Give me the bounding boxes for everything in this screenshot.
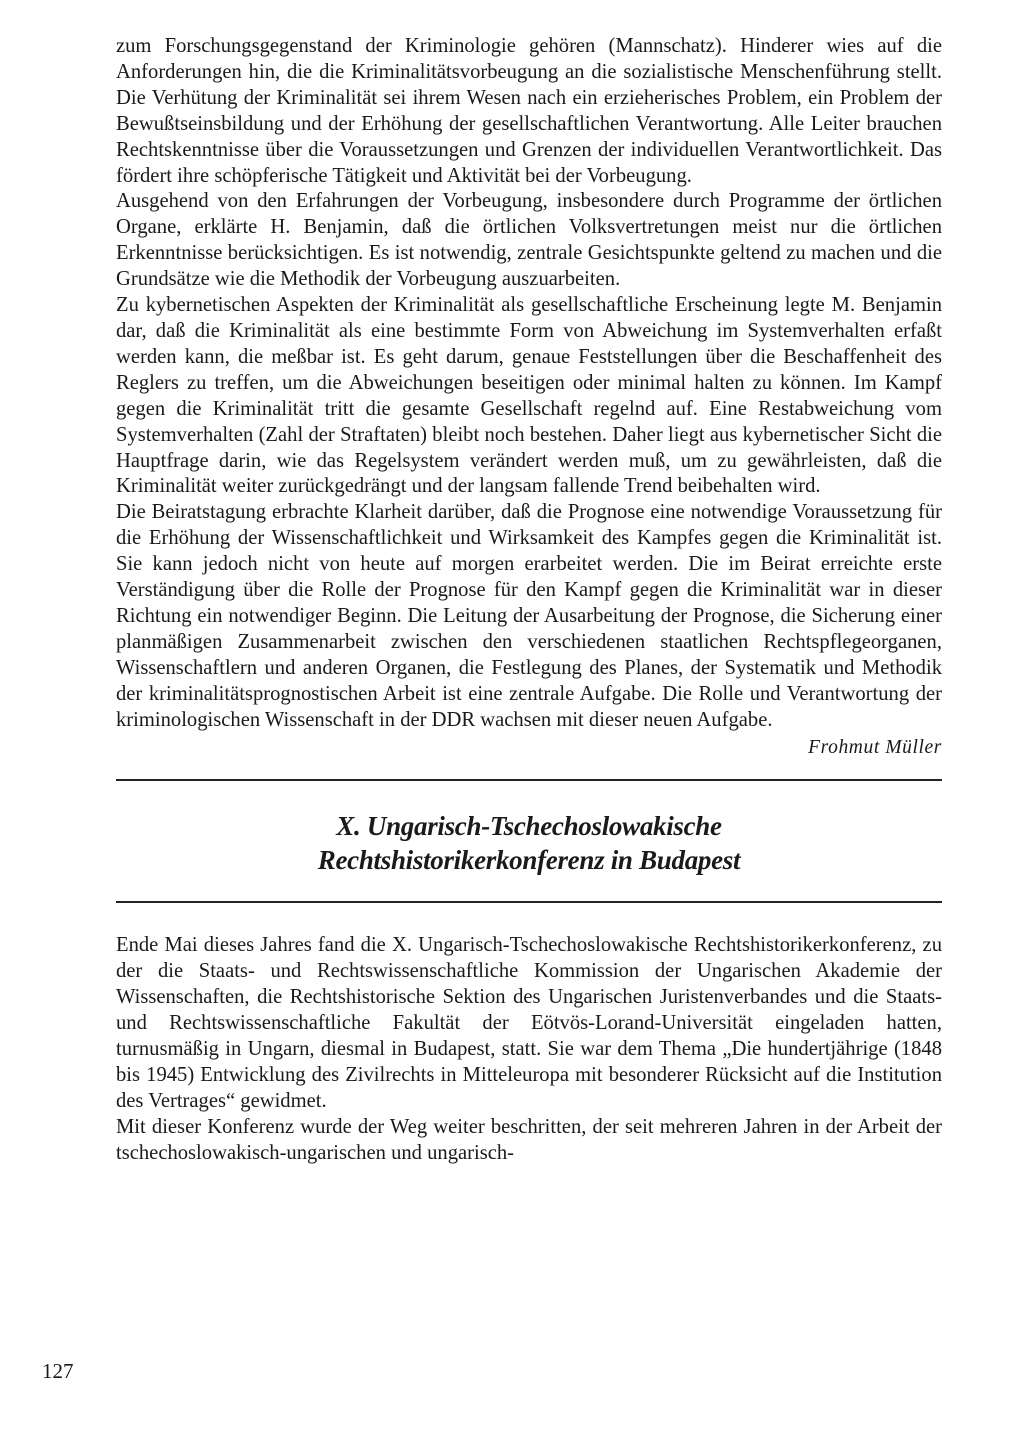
section-heading: [116, 809, 942, 877]
page-number: 127: [42, 1359, 74, 1383]
divider-top: [116, 779, 942, 781]
paragraph-3: Zu kybernetischen Aspekten der Kriminalität als gesellschaftliche Erscheinung legte M. Benjamin dar, daß die Kriminalität als eine bestimmte Form von Abweichung im Systemverhalten erfaßt werden kann, die meßbar ist. Es geht darum, genaue Feststellungen über die Beschaffenheit des Reglers zu treffen, um die Abweichungen beseitigen oder minimal halten zu können. Im Kampf gegen die Kriminalität tritt die gesamte Gesellschaft regelnd auf. Eine Restabweichung vom Systemverhalten (Zahl der Straftaten) bleibt noch bestehen. Daher liegt aus kybernetischer Sicht die Hauptfrage darin, wie das Regelsystem verändert werden muß, um zu gewährleisten, daß die Kriminalität weiter zurückgedrängt und der langsam fallende Trend beibehalten wird.: [116, 294, 942, 498]
paragraph-5: Ende Mai dieses Jahres fand die X. Ungarisch-Tschechoslowakische Rechtshistorikerkonferenz, zu der die Staats- und Rechtswissenschaftliche Kommission der Ungarischen Akademie der Wissenschaften, die Rechtshistorische Sektion des Ungarischen Juristenverbandes und die Staats- und Rechtswissenschaftliche Fakultät der Eötvös-Lorand-Universität eingeladen hatten, turnusmäßig in Ungarn, diesmal in Budapest, statt. Sie war dem Thema „Die hundertjährige (1848 bis 1945) Entwicklung des Zivilrechts in Mitteleuropa mit besonderer Rücksicht auf die Institution des Vertrages“ gewidmet.: [116, 934, 942, 1112]
author-signature: Frohmut Müller: [808, 737, 942, 759]
heading-line-1: X. Ungarisch-Tschechoslowakische: [336, 811, 722, 842]
paragraph-6: Mit dieser Konferenz wurde der Weg weiter beschritten, der seit mehreren Jahren in der Arbeit der tschechoslowakisch-ungarischen und ungarisch-: [116, 1115, 942, 1164]
divider-bottom: [116, 901, 942, 903]
heading-line-2: Rechtshistorikerkonferenz in Budapest: [317, 845, 741, 876]
page-body: [116, 34, 942, 1167]
paragraph-2: Ausgehend von den Erfahrungen der Vorbeugung, insbesondere durch Programme der örtlichen Organe, erklärte H. Benjamin, daß die örtlichen Volksvertretungen meist nur die örtlichen Erkenntnisse berücksichtigen. Es ist notwendig, zentrale Gesichtspunkte geltend zu machen und die Grundsätze wie die Methodik der Vorbeugung auszuarbeiten.: [116, 190, 942, 291]
paragraph-4: Die Beiratstagung erbrachte Klarheit darüber, daß die Prognose eine notwendige Voraussetzung für die Erhöhung der Wissenschaftlichkeit und Wirksamkeit des Kampfes gegen die Kriminalität ist. Sie kann jedoch nicht von heute auf morgen erarbeitet werden. Die im Beirat erreichte erste Verständigung über die Rolle der Prognose für den Kampf gegen die Kriminalität war in dieser Richtung ein notwendiger Beginn. Die Leitung der Ausarbeitung der Prognose, die Sicherung einer planmäßigen Zusammenarbeit zwischen den verschiedenen staatlichen Rechtspflegeorganen, Wissenschaftlern und anderen Organen, die Festlegung des Planes, der Systematik und Methodik der kriminalitätsprognostischen Arbeit ist eine zentrale Aufgabe. Die Rolle und Verantwortung der kriminologischen Wissenschaft in der DDR wachsen mit dieser neuen Aufgabe.: [116, 501, 942, 731]
article-body: [116, 933, 942, 1166]
paragraph-1: zum Forschungsgegenstand der Kriminologie gehören (Mannschatz). Hinderer wies auf die Anforderungen hin, die die Kriminalitätsvorbeugung an die sozialistische Menschenführung stellt. Die Verhütung der Kriminalität sei ihrem Wesen nach ein erzieherisches Problem, ein Problem der Bewußtseinsbildung und der Erhöhung der gesellschaftlichen Verantwortung. Alle Leiter brauchen Rechtskenntnisse über die Voraussetzungen und Grenzen der individuellen Verantwortlichkeit. Das fördert ihre schöpferische Tätigkeit und Aktivität bei der Vorbeugung.: [116, 35, 942, 187]
